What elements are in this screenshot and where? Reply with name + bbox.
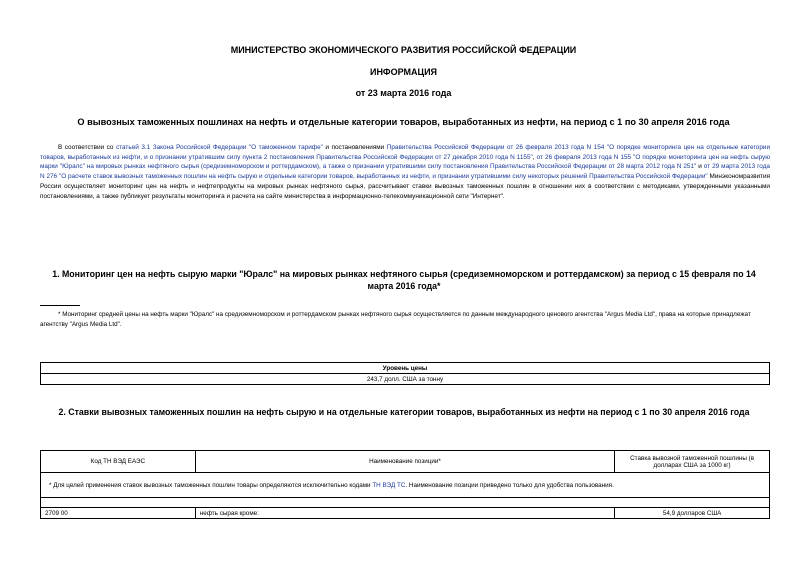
table-spacer-row: [41, 498, 770, 508]
intro-paragraph: [40, 143, 770, 201]
intro-text-1: и постановлениями: [322, 144, 387, 151]
footnote-divider: [40, 305, 80, 306]
col-header-code: Код ТН ВЭД ЕАЭС: [41, 451, 196, 473]
table-note-pre: * Для целей применения ставок вывозных таможенных пошлин товары определяются исключительно кодами: [49, 481, 373, 489]
row-name: нефть сырая кроме:: [195, 508, 614, 519]
table-note-post: . Наименование позиции приведено только для удобства пользования.: [405, 481, 614, 489]
resolution-link-155[interactable]: от 26 февраля 2013 года N 155 "О порядке мониторинга цен на нефть сырую марки "Юралс" на мировых рынках нефтяного сырья (средиземноморском и роттердамском), а также о признании утратившими силу постановления Правительства Российской Федерации от 28 марта 2012 года N 251": [40, 153, 771, 171]
resolution-link-276[interactable]: от 29 марта 2013 года N 276 "О расчете ставок вывозных таможенных пошлин на нефть сырую и отдельные категории товаров, выработанных из нефти, и признании утратившими силу некоторых решений Правительства Российской Федерации": [40, 163, 770, 181]
section-2-title: 2. Ставки вывозных таможенных пошлин на нефть сырую и на отдельные категории товаров, выработанных из нефти на период с 1 по 30 апреля 2016 года: [58, 407, 750, 417]
table-header-row: [41, 451, 770, 473]
intro-text-3: и: [696, 163, 704, 171]
price-level-header: Уровень цены: [41, 363, 770, 374]
row-code: 2709 00: [41, 508, 196, 519]
intro-text-4: Минэкономразвития России осуществляет мониторинг цен на нефть и нефтепродукты на мировых рынках нефтяного сырья, рассчитывает ставки вывозных таможенных пошлин в отношении них в соответствии с методиками, утвержденными указанными постановлениями, а также публикует результаты мониторинга и расчета на сайте министерства в информационно-телекоммуникационной сети "Интернет".: [40, 173, 771, 200]
footnote-text: * Мониторинг средней цены на нефть марки "Юралс" на средиземноморском и роттердамском рынках нефтяного сырья осуществляется по данным международного ценового агентства "Argus Media Ltd", права на которые принадлежат агентству "Argus Media Ltd".: [40, 311, 751, 328]
row-rate: 54,9 долларов США: [615, 508, 770, 519]
law-link-customs-tariff[interactable]: статьей 3.1 Закона Российской Федерации "О таможенном тарифе": [115, 144, 323, 151]
col-header-name: Наименование позиции*: [195, 451, 614, 473]
document-date: от 23 марта 2016 года: [355, 88, 452, 98]
table-spacer: [41, 498, 770, 508]
table-note: [41, 473, 770, 498]
intro-text-2: ,: [532, 153, 537, 161]
resolution-link-154[interactable]: Правительства Российской Федерации от 26 февраля 2013 года N 154 "О порядке мониторинга цен на отдельные категории товаров, выработанных из нефти, и о признании утратившим силу пункта 2 постановления Правительства Российской Федерации от 27 декабря 2010 года N 1155": [40, 144, 771, 161]
document-type: ИНФОРМАЦИЯ: [369, 67, 438, 77]
col-header-rate: Ставка вывозной таможенной пошлины (в долларах США за 1000 кг): [615, 451, 770, 473]
price-level-value: 243,7 долл. США за тонну: [41, 374, 770, 385]
section-1-title: 1. Мониторинг цен на нефть сырую марки "Юралс" на мировых рынках нефтяного сырья (средиземноморском и роттердамском) за период с 15 февраля по 14 марта 2016 года*: [52, 269, 756, 291]
tn-ved-link[interactable]: ТН ВЭД ТС: [372, 481, 406, 489]
duty-rates-table: [40, 450, 770, 519]
price-level-table: [40, 362, 770, 385]
ministry-heading: МИНИСТЕРСТВО ЭКОНОМИЧЕСКОГО РАЗВИТИЯ РОССИЙСКОЙ ФЕДЕРАЦИИ: [230, 45, 577, 55]
table-note-row: [41, 473, 770, 498]
intro-text-0: В соответствии со: [58, 144, 116, 151]
document-subject: О вывозных таможенных пошлинах на нефть и отдельные категории товаров, выработанных из нефти, на период с 1 по 30 апреля 2016 года: [77, 117, 730, 127]
table-row: [41, 508, 770, 519]
